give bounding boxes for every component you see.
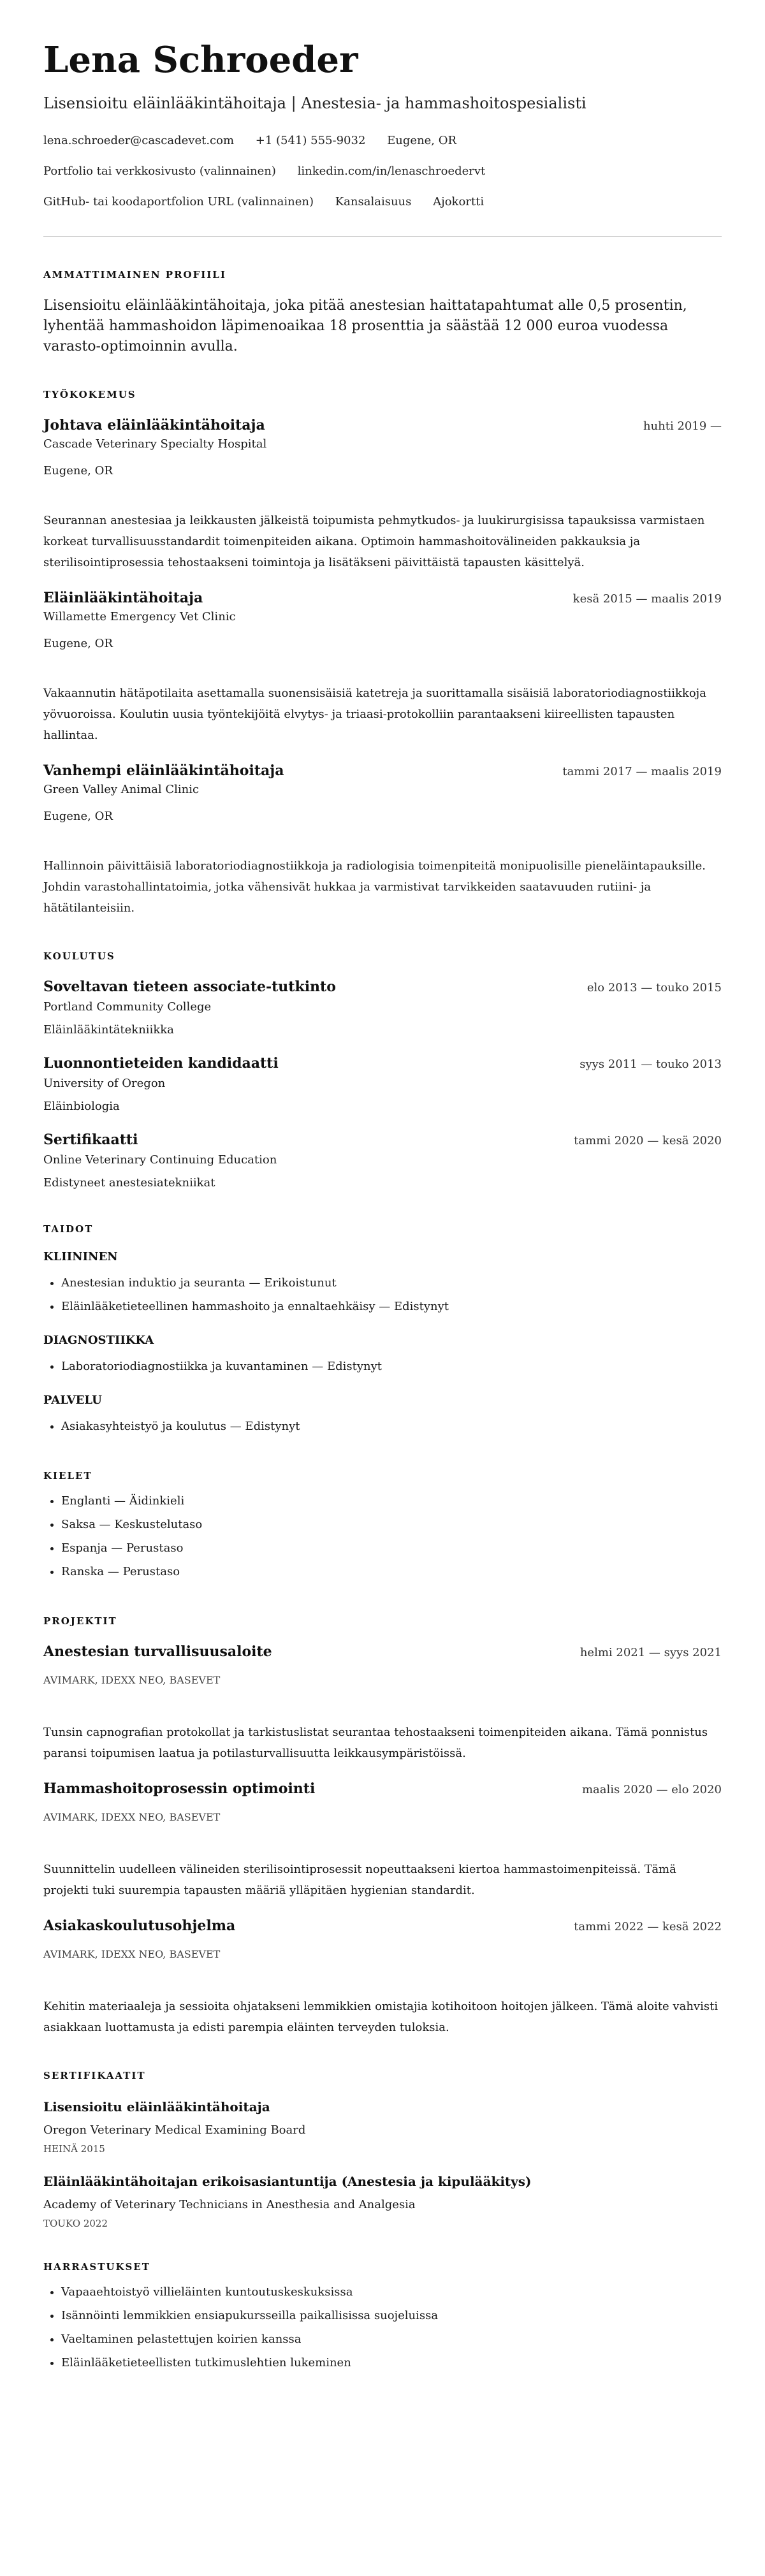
skill-list xyxy=(43,1415,722,1438)
project-header xyxy=(43,1780,722,1797)
job-dates: tammi 2017 — maalis 2019 xyxy=(562,765,722,778)
section-heading: KIELET xyxy=(43,1470,92,1481)
job-company: Willamette Emergency Vet Clinic xyxy=(43,610,236,623)
skill-list xyxy=(43,1355,722,1378)
skill-category-title: PALVELU xyxy=(43,1394,102,1407)
contact-portfolio[interactable]: Portfolio tai verkkosivusto (valinnainen) xyxy=(43,164,276,178)
skill-item: • Asiakasyhteistyö ja koulutus — Edistynyt xyxy=(61,1415,722,1438)
certifications-section xyxy=(43,2070,722,2229)
project-entry xyxy=(43,1780,722,1901)
education-section xyxy=(43,950,722,1191)
contact-phone[interactable]: +1 (541) 555-9032 xyxy=(255,134,366,147)
certification-entry xyxy=(43,2174,722,2229)
job-header xyxy=(43,590,722,606)
certification-title: Eläinlääkintähoitajan erikoisasiantuntija (Anestesia ja kipulääkitys) xyxy=(43,2174,532,2189)
projects-section xyxy=(43,1615,722,2038)
certification-entry xyxy=(43,2099,722,2155)
job-description: Vakaannutin hätäpotilaita asettamalla suonensisäisiä katetreja ja suorittamalla sisäisiä laboratoriodiagnostiikkoja yövuoroissa. Koulutin uusia työntekijöitä elvytys- ja triaasi-protokolliin parantaakseni kiireellisten tapausten hallintaa. xyxy=(43,687,706,742)
field-of-study: Edistyneet anestesiatekniikat xyxy=(43,1176,215,1190)
certification-issuer: Academy of Veterinary Technicians in Anesthesia and Analgesia xyxy=(43,2198,416,2211)
job-location: Eugene, OR xyxy=(43,464,113,477)
education-dates: elo 2013 — touko 2015 xyxy=(586,981,722,994)
project-dates: maalis 2020 — elo 2020 xyxy=(581,1783,722,1796)
education-dates: syys 2011 — touko 2013 xyxy=(579,1058,722,1071)
job-location: Eugene, OR xyxy=(43,810,113,823)
hobby-item: • Isännöinti lemmikkien ensiapukursseilla paikallisissa suojeluissa xyxy=(61,2304,722,2327)
project-header xyxy=(43,1917,722,1934)
project-description: Suunnittelin uudelleen välineiden sterilisointiprosessit nopeuttaakseni kiertoa hammastoimenpiteissä. Tämä projekti tuki suurempia tapausten määriä ylläpitäen hygienian standardit. xyxy=(43,1863,676,1897)
skill-category-title: KLIININEN xyxy=(43,1250,118,1263)
candidate-name: Lena Schroeder xyxy=(43,39,358,81)
field-of-study: Eläinbiologia xyxy=(43,1100,120,1113)
job-location: Eugene, OR xyxy=(43,637,113,650)
contact-github[interactable]: GitHub- tai koodaportfolion URL (valinnainen) xyxy=(43,195,314,208)
project-description: Kehitin materiaaleja ja sessioita ohjatakseni lemmikkien omistajia kotihoitoon hoitojen jälkeen. Tämä aloite vahvisti asiakkaan luottamusta ja edisti parempia eläinten terveyden tuloksia. xyxy=(43,2000,718,2034)
skill-item: • Anestesian induktio ja seuranta — Erikoistunut xyxy=(61,1271,722,1295)
degree-title: Luonnontieteiden kandidaatti xyxy=(43,1055,279,1072)
hobby-item: • Eläinlääketieteellisten tutkimuslehtien lukeminen xyxy=(61,2351,722,2375)
header-divider xyxy=(43,236,722,237)
job-description: Hallinnoin päivittäisiä laboratoriodiagnostiikkoja ja radiologisia toimenpiteitä monipuolisille pieneläintapauksille. Johdin varastohallintatoimia, jotka vähensivät hukkaa ja varmistivat tarvikkeiden saatavuuden rutiini- ja hätätilanteisiin. xyxy=(43,859,706,915)
degree-title: Soveltavan tieteen associate-tutkinto xyxy=(43,979,336,995)
skills-section xyxy=(43,1223,722,1438)
certification-date: TOUKO 2022 xyxy=(43,2218,108,2229)
contact-row-1 xyxy=(43,133,722,149)
contact-row-3 xyxy=(43,194,722,210)
languages-section xyxy=(43,1470,722,1583)
language-item: • Espanja — Perustaso xyxy=(61,1536,722,1560)
job-title: Vanhempi eläinlääkintähoitaja xyxy=(43,762,284,779)
job-dates: kesä 2015 — maalis 2019 xyxy=(572,592,722,606)
job-title: Johtava eläinlääkintähoitaja xyxy=(43,417,265,433)
education-entry xyxy=(43,1055,722,1115)
resume-header xyxy=(43,37,722,210)
section-heading: HARRASTUKSET xyxy=(43,2261,150,2273)
contact-linkedin[interactable]: linkedin.com/in/lenaschroedervt xyxy=(297,164,486,178)
certification-issuer: Oregon Veterinary Medical Examining Board xyxy=(43,2123,306,2137)
project-dates: helmi 2021 — syys 2021 xyxy=(579,1646,722,1659)
project-entry xyxy=(43,1917,722,2038)
education-dates: tammi 2020 — kesä 2020 xyxy=(574,1134,722,1147)
contact-location: Eugene, OR xyxy=(387,134,457,147)
project-technologies: AVIMARK, IDEXX NEO, BASEVET xyxy=(43,1811,221,1823)
skill-list xyxy=(43,1271,722,1318)
skill-category-title: DIAGNOSTIIKKA xyxy=(43,1334,154,1347)
contact-row-2 xyxy=(43,163,722,180)
project-technologies: AVIMARK, IDEXX NEO, BASEVET xyxy=(43,1948,221,1960)
project-description: Tunsin capnografian protokollat ja tarkistuslistat seurantaa tehostaakseni toimenpiteiden aikana. Tämä ponnistus paransi toipumisen laatua ja potilasturvallisuutta leikkausympäristöissä. xyxy=(43,1726,708,1760)
education-header xyxy=(43,1132,722,1148)
project-title: Anestesian turvallisuusaloite xyxy=(43,1643,272,1660)
hobby-item: • Vapaaehtoistyö villieläinten kuntoutuskeskuksissa xyxy=(61,2280,722,2304)
hobbies-section xyxy=(43,2261,722,2375)
project-entry xyxy=(43,1643,722,1764)
job-title: Eläinlääkintähoitaja xyxy=(43,590,203,606)
school-name: University of Oregon xyxy=(43,1077,166,1090)
job-company: Cascade Veterinary Specialty Hospital xyxy=(43,437,267,451)
school-name: Portland Community College xyxy=(43,1000,212,1014)
profile-summary: Lisensioitu eläinlääkintähoitaja, joka pitää anestesian haittatapahtumat alle 0,5 prosentin, lyhentää hammashoidon läpimenoaikaa 18 prosenttia ja säästää 12 000 euroa vuodessa varasto-optimoinnin avulla. xyxy=(43,298,687,354)
education-entry xyxy=(43,979,722,1038)
contact-citizenship: Kansalaisuus xyxy=(335,195,412,208)
section-heading: AMMATTIMAINEN PROFIILI xyxy=(43,269,226,280)
profile-section xyxy=(43,269,722,357)
job-header xyxy=(43,417,722,433)
hobby-item: • Vaeltaminen pelastettujen koirien kanssa xyxy=(61,2327,722,2351)
job-dates: huhti 2019 — xyxy=(643,419,722,433)
job-company: Green Valley Animal Clinic xyxy=(43,783,200,796)
experience-section xyxy=(43,389,722,919)
education-header xyxy=(43,979,722,995)
job-entry xyxy=(43,762,722,919)
section-heading: SERTIFIKAATIT xyxy=(43,2070,146,2081)
job-description: Seurannan anestesiaa ja leikkausten jälkeistä toipumista pehmytkudos- ja luukirurgisissa tapauksissa varmistaen korkeat turvallisuusstandardit toimenpiteiden aikana. Optimoin hammashoitovälineiden pakkauksia ja sterilisointiprosessia tehostaakseni toimintoja ja lisätäkseni päivittäistä tapausten käsittelyä. xyxy=(43,514,705,569)
contact-email[interactable]: lena.schroeder@cascadevet.com xyxy=(43,134,235,147)
degree-title: Sertifikaatti xyxy=(43,1132,138,1148)
language-item: • Ranska — Perustaso xyxy=(61,1560,722,1583)
job-header xyxy=(43,762,722,779)
job-entry xyxy=(43,590,722,746)
language-item: • Englanti — Äidinkieli xyxy=(61,1489,722,1513)
contact-drivers-license: Ajokortti xyxy=(433,195,484,208)
certification-title: Lisensioitu eläinlääkintähoitaja xyxy=(43,2099,270,2114)
school-name: Online Veterinary Continuing Education xyxy=(43,1153,277,1167)
section-heading: PROJEKTIT xyxy=(43,1615,117,1627)
languages-list xyxy=(43,1489,722,1583)
section-heading: TAIDOT xyxy=(43,1223,94,1235)
project-dates: tammi 2022 — kesä 2022 xyxy=(574,1920,722,1933)
candidate-headline: Lisensioitu eläinlääkintähoitaja | Anestesia- ja hammashoitospesialisti xyxy=(43,94,586,112)
certification-date: HEINÄ 2015 xyxy=(43,2143,105,2155)
language-item: • Saksa — Keskustelutaso xyxy=(61,1513,722,1536)
project-title: Hammashoitoprosessin optimointi xyxy=(43,1780,316,1797)
project-header xyxy=(43,1643,722,1660)
education-header xyxy=(43,1055,722,1072)
education-entry xyxy=(43,1132,722,1191)
section-heading: KOULUTUS xyxy=(43,950,115,962)
hobbies-list xyxy=(43,2280,722,2375)
job-entry xyxy=(43,417,722,573)
skill-item: • Eläinlääketieteellinen hammashoito ja ennaltaehkäisy — Edistynyt xyxy=(61,1295,722,1318)
project-title: Asiakaskoulutusohjelma xyxy=(43,1917,236,1934)
section-heading: TYÖKOKEMUS xyxy=(43,389,136,400)
field-of-study: Eläinlääkintätekniikka xyxy=(43,1023,174,1037)
skill-item: • Laboratoriodiagnostiikka ja kuvantaminen — Edistynyt xyxy=(61,1355,722,1378)
project-technologies: AVIMARK, IDEXX NEO, BASEVET xyxy=(43,1674,221,1686)
